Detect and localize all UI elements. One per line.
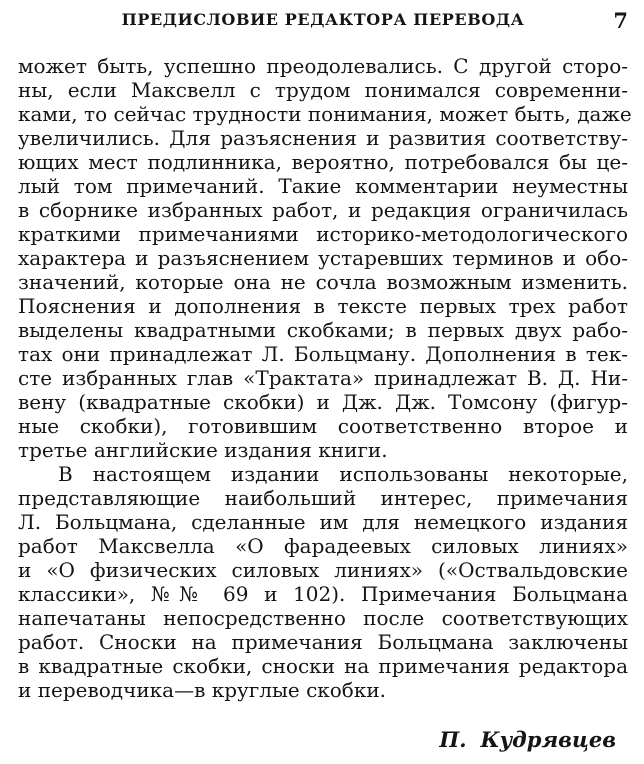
- text-line: может быть, успешно преодолевались. С другой сторо-: [18, 54, 628, 78]
- text-line: характера и разъяснением устаревших терминов и обо-: [18, 246, 628, 270]
- text-line: третье английские издания книги.: [18, 438, 388, 462]
- signature-initial: П.: [439, 727, 467, 752]
- text-line: выделены квадратными скобками; в первых двух рабо-: [18, 318, 628, 342]
- running-title: ПРЕДИСЛОВИЕ РЕДАКТОРА ПЕРЕВОДА: [121, 10, 525, 29]
- text-line: вену (квадратные скобки) и Дж. Дж. Томсону (фигур-: [18, 390, 628, 414]
- text-line: и переводчика—в круглые скобки.: [18, 678, 387, 702]
- text-line: ками, то сейчас трудности понимания, может быть, даже: [18, 102, 632, 126]
- page-number: 7: [613, 8, 628, 33]
- text-line: работ. Сноски на примечания Больцмана заключены: [18, 630, 628, 654]
- text-line: ны, если Максвелл с трудом понимался современни-: [18, 78, 628, 102]
- text-line: напечатаны непосредственно после соответствующих: [18, 606, 628, 630]
- author-signature: [439, 727, 616, 752]
- text-line: тах они принадлежат Л. Больцману. Дополнения в тек-: [18, 342, 628, 366]
- text-line: в квадратные скобки, сноски на примечания редактора: [18, 654, 628, 678]
- text-line: увеличились. Для разъяснения и развития соответству-: [18, 126, 628, 150]
- text-line: лый том примечаний. Такие комментарии неуместны: [18, 174, 628, 198]
- text-line: сте избранных глав «Трактата» принадлежат В. Д. Ни-: [18, 366, 628, 390]
- text-line: краткими примечаниями историко-методологического: [18, 222, 628, 246]
- text-line: значений, которые она не сочла возможным изменить.: [18, 270, 628, 294]
- text-line: и «О физических силовых линиях» («Оствальдовские: [18, 558, 628, 582]
- signature-surname: Кудрявцев: [480, 727, 616, 752]
- paragraph-first-line: В настоящем издании использованы некоторые,: [58, 462, 628, 486]
- body-text: [18, 54, 632, 702]
- text-line: классики», №№ 69 и 102). Примечания Больцмана: [18, 582, 628, 606]
- text-line: ные скобки), готовившим соответственно второе и: [18, 414, 628, 438]
- text-line: Л. Больцмана, сделанные им для немецкого издания: [18, 510, 628, 534]
- text-line: Пояснения и дополнения в тексте первых трех работ: [18, 294, 628, 318]
- text-line: работ Максвелла «О фарадеевых силовых линиях»: [18, 534, 628, 558]
- running-head: [18, 10, 628, 38]
- text-line: ющих мест подлинника, вероятно, потребовался бы це-: [18, 150, 628, 174]
- text-line: представляющие наибольший интерес, примечания: [18, 486, 628, 510]
- text-line: в сборнике избранных работ, и редакция ограничилась: [18, 198, 628, 222]
